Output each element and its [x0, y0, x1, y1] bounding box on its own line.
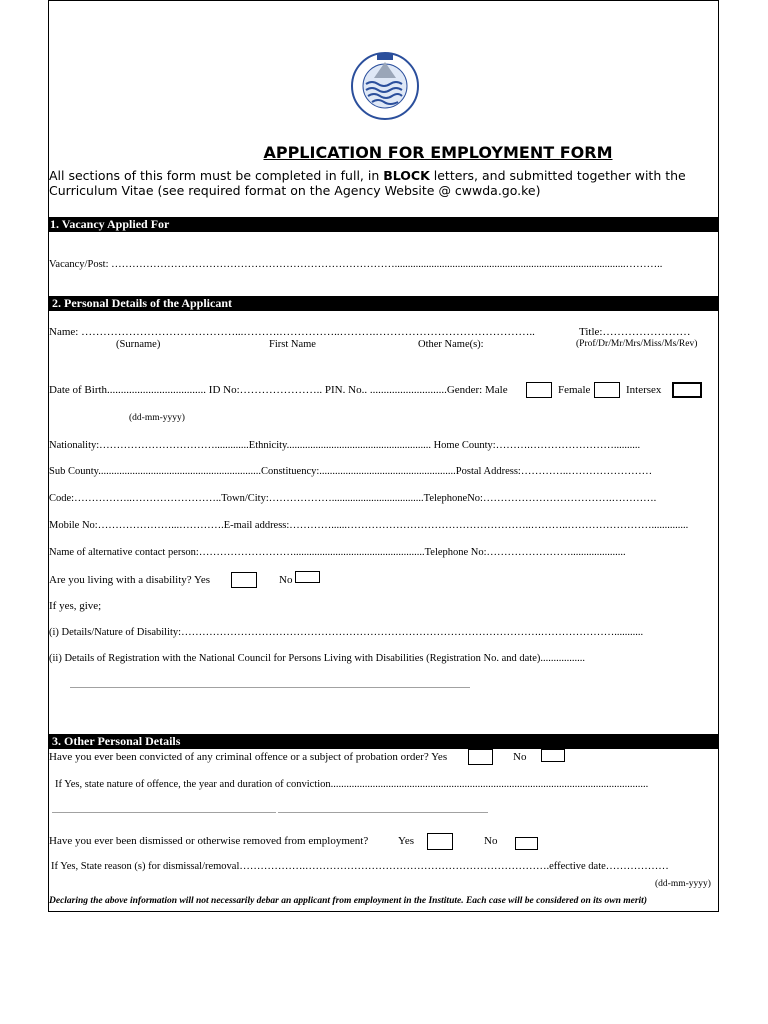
surname-label: (Surname) [116, 339, 161, 350]
criminal-no-label: No [513, 751, 527, 763]
criminal-no-checkbox[interactable] [541, 749, 565, 762]
dismissal-no-label: No [484, 835, 498, 847]
section-1-title: 1. Vacancy Applied For [50, 217, 170, 231]
disability-no-label: No [279, 574, 293, 586]
effective-date-format-label: (dd-mm-yyyy) [655, 879, 711, 889]
disability-no-checkbox[interactable] [295, 571, 320, 583]
alternative-contact-line[interactable]: Name of alternative contact person:………………………..................................................Telephone No:……………………..................... [49, 547, 626, 558]
mobile-email-line[interactable]: Mobile No:…………………...………….E-mail address:…………......……………………………………………..………..…………………….............. [49, 520, 689, 531]
first-name-label: First Name [269, 339, 316, 350]
disability-registration-field[interactable]: (ii) Details of Registration with the National Council for Persons Living with Disabilities (Registration No. and date)................. [49, 653, 585, 664]
dismissal-reason-field[interactable]: If Yes, State reason (s) for dismissal/removal……………….…………………………………………………………….effective date……………… [51, 861, 669, 872]
title-field[interactable]: Title:…………………… [579, 326, 691, 338]
gender-intersex-checkbox[interactable] [672, 382, 702, 398]
section-2-heading [49, 296, 719, 311]
criminal-yes-checkbox[interactable] [468, 749, 493, 765]
gender-female-checkbox[interactable] [594, 382, 620, 398]
vacancy-field[interactable]: Vacancy/Post: ………………………………………………………………………........................................................................................……….. [49, 259, 663, 270]
code-town-telephone-line[interactable]: Code:……………..……………………..Town/City:………………...................................TelephoneNo:……………………………….…………. [49, 493, 657, 504]
disability-yes-checkbox[interactable] [231, 572, 257, 588]
if-yes-label: If yes, give; [49, 600, 102, 612]
dismissal-yes-checkbox[interactable] [427, 833, 453, 850]
subcounty-line[interactable]: Sub County..............................................................Constituency:....................................................Postal Address:…………..…………………… [49, 466, 653, 477]
section-1-heading [49, 217, 719, 232]
criminal-question: Have you ever been convicted of any criminal offence or a subject of probation order? Yes [49, 751, 448, 763]
dismissal-question: Have you ever been dismissed or otherwise removed from employment? [49, 835, 369, 847]
other-names-label: Other Name(s): [418, 339, 484, 350]
disability-question: Are you living with a disability? Yes [49, 574, 211, 586]
intro-part-2: letters, and submitted together with the [429, 168, 686, 183]
dismissal-no-checkbox[interactable] [515, 837, 538, 850]
intro-bold: BLOCK [383, 168, 430, 183]
declaration-note: Declaring the above information will not necessarily debar an applicant from employment in the Institute. Each case will be considered on its own merit) [49, 896, 647, 906]
intro-line-2: Curriculum Vitae (see required format on the Agency Website @ cwwda.go.ke) [49, 183, 541, 198]
gender-male-checkbox[interactable] [526, 382, 552, 398]
nationality-line[interactable]: Nationality:…………………………….............Ethnicity....................................................... Home County:……….…………………….......... [49, 440, 641, 451]
disability-registration-continuation[interactable]: ........................................................................................................................................................................................................ [70, 681, 470, 690]
gender-intersex-label: Intersex [626, 384, 662, 396]
dob-id-pin-gender-line[interactable]: Date of Birth.................................... ID No:………………….. PIN. No.. ............................Gender: Male [49, 384, 508, 396]
form-title: APPLICATION FOR EMPLOYMENT FORM [263, 143, 613, 162]
disability-details-field[interactable]: (i) Details/Nature of Disability:………………………………………………………………………………………….…………………........... [49, 627, 644, 638]
gender-female-label: Female [558, 384, 591, 396]
section-2-title: 2. Personal Details of the Applicant [52, 296, 232, 310]
criminal-detail-continuation[interactable]: ................................................................................................................ ......................................................................................................... [52, 806, 488, 815]
form-page [48, 0, 719, 912]
name-field[interactable]: Name: ……………………………………...……….……………..……….…………………………………….. [49, 326, 535, 338]
criminal-detail-field[interactable]: If Yes, state nature of offence, the year and duration of conviction......................................................................................................................... [55, 779, 649, 790]
agency-logo-icon [350, 50, 420, 122]
title-options-label: (Prof/Dr/Mr/Mrs/Miss/Ms/Rev) [576, 339, 698, 349]
intro-text [49, 168, 719, 198]
section-3-heading [49, 734, 719, 749]
section-3-title: 3. Other Personal Details [52, 734, 181, 748]
intro-part-1: All sections of this form must be completed in full, in [49, 168, 384, 183]
dismissal-yes-label: Yes [398, 835, 415, 847]
dob-format-label: (dd-mm-yyyy) [129, 413, 185, 423]
